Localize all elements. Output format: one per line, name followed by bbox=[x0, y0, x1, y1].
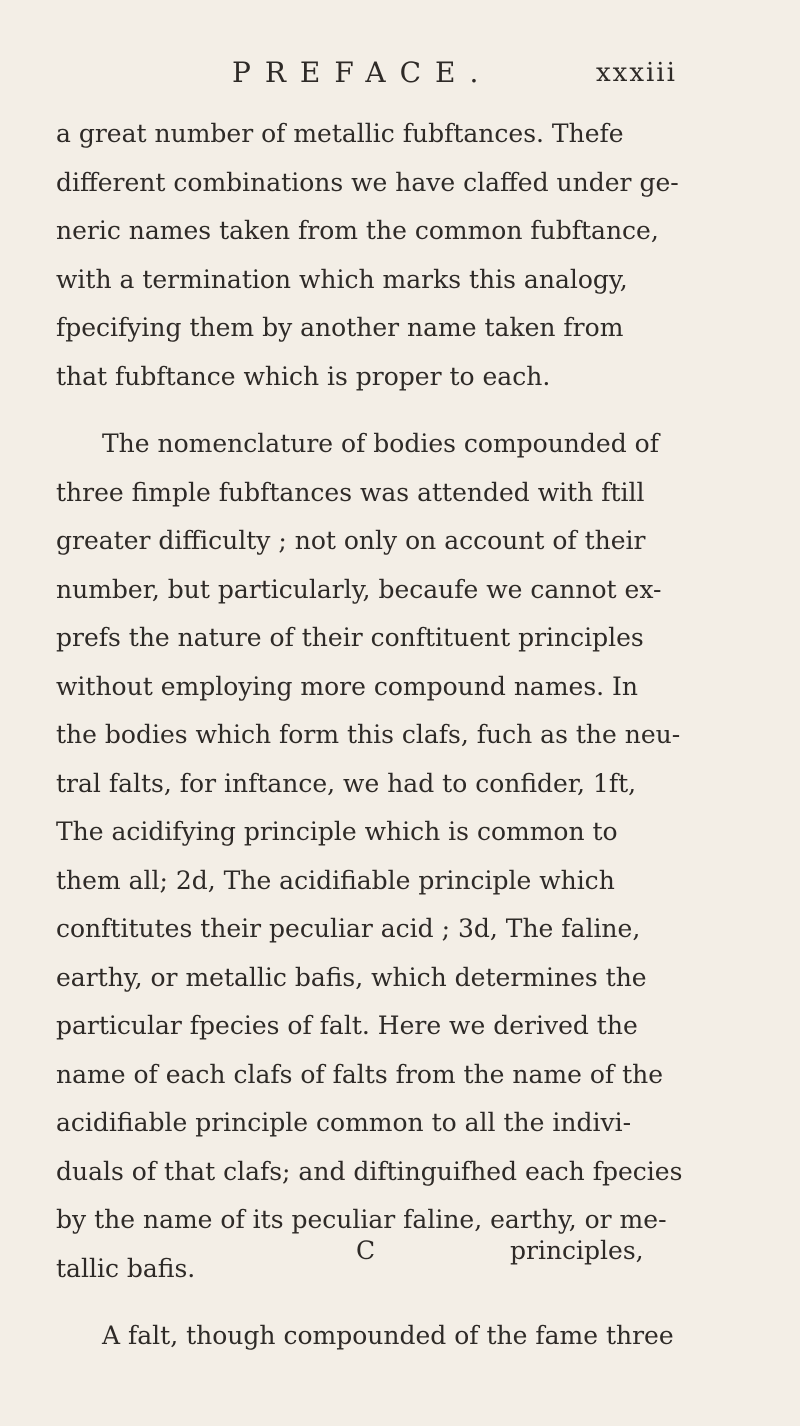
text-line: The nomenclature of bodies compounded of bbox=[102, 429, 659, 458]
running-header bbox=[0, 56, 800, 96]
paragraph bbox=[56, 110, 686, 401]
running-title: PREFACE. bbox=[232, 56, 493, 89]
text-line: acidifiable principle common to all the indivi- bbox=[56, 1108, 632, 1137]
text-line: a great number of metallic fubftances. Thefe bbox=[56, 119, 624, 148]
text-line: without employing more compound names. In bbox=[56, 671, 639, 701]
text-line: The acidifying principle which is common to bbox=[56, 817, 618, 846]
text-line: greater difficulty ; not only on account of their bbox=[56, 526, 646, 555]
text-line: name of each clafs of falts from the name of the bbox=[56, 1059, 664, 1089]
text-line: number, but particularly, becaufe we cannot ex- bbox=[56, 574, 662, 604]
text-line: the bodies which form this clafs, fuch as the neu- bbox=[56, 720, 681, 749]
text-line: particular fpecies of falt. Here we derived the bbox=[56, 1011, 638, 1040]
text-line: that fubftance which is proper to each. bbox=[56, 361, 551, 391]
paragraph bbox=[56, 420, 686, 1293]
text-line: neric names taken from the common fubftance, bbox=[56, 216, 659, 245]
text-line: prefs the nature of their conftituent principles bbox=[56, 623, 644, 652]
paragraph-gap bbox=[56, 1293, 686, 1312]
text-line: them all; 2d, The acidifiable principle which bbox=[56, 865, 615, 895]
catchword: principles, bbox=[510, 1236, 644, 1265]
page-footer bbox=[0, 1236, 800, 1286]
text-line: with a termination which marks this analogy, bbox=[56, 264, 628, 294]
signature-mark: C bbox=[356, 1236, 376, 1265]
text-line: duals of that clafs; and diftinguifhed each fpecies bbox=[56, 1156, 683, 1186]
text-line: tral falts, for inftance, we had to confider, 1ft, bbox=[56, 768, 637, 798]
text-line: different combinations we have claffed under ge- bbox=[56, 167, 679, 197]
paragraph bbox=[56, 1312, 686, 1361]
text-line: by the name of its peculiar faline, earthy, or me- bbox=[56, 1205, 667, 1234]
text-line: tallic bafis. bbox=[56, 1253, 196, 1283]
page-number: xxxiii bbox=[596, 58, 677, 88]
text-line: fpecifying them by another name taken from bbox=[56, 313, 624, 342]
text-line: conftitutes their peculiar acid ; 3d, The faline, bbox=[56, 914, 641, 943]
paragraph-gap bbox=[56, 401, 686, 420]
text-line: A falt, though compounded of the fame three bbox=[102, 1321, 674, 1350]
text-line: earthy, or metallic bafis, which determines the bbox=[56, 962, 647, 992]
body-text bbox=[56, 110, 686, 1361]
text-line: three fimple fubftances was attended with ftill bbox=[56, 477, 645, 507]
